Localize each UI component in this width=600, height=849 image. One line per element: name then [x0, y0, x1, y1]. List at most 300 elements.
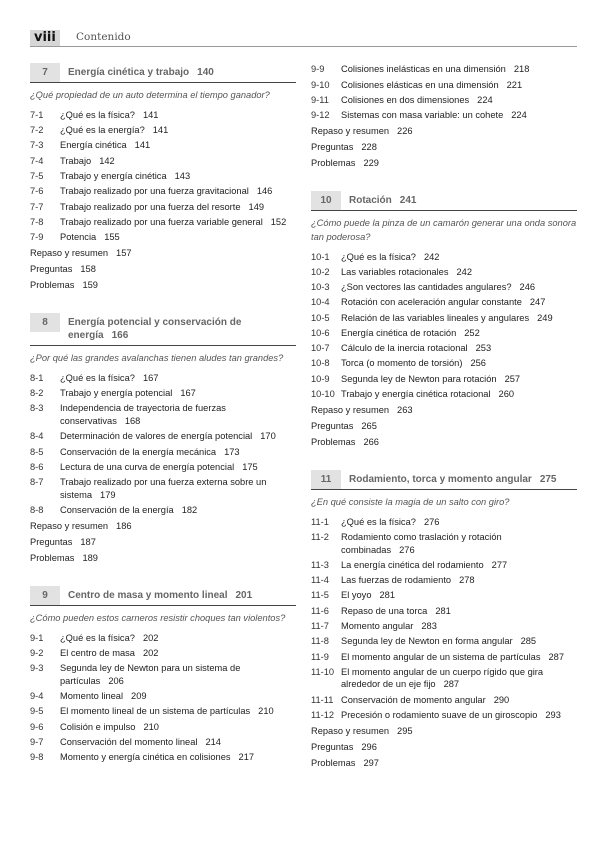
- section-page: 167: [180, 388, 196, 399]
- section-title: [341, 281, 577, 294]
- section-title-text: Segunda ley de Newton para rotación: [341, 373, 497, 384]
- section-title: [341, 651, 577, 664]
- section-number: 8-2: [30, 388, 44, 399]
- section-title-text: Conservación de la energía mecánica: [60, 446, 217, 457]
- toc-entry[interactable]: [311, 264, 577, 279]
- section-title-text: Precesión o rodamiento suave de un giroscopio: [341, 709, 538, 720]
- toc-extra-entry[interactable]: [311, 139, 577, 155]
- section-number: 10-5: [311, 312, 330, 323]
- section-number: 7-2: [30, 125, 44, 136]
- section-title: [341, 266, 577, 279]
- section-title: [341, 635, 577, 648]
- toc-entry[interactable]: [311, 514, 577, 529]
- section-page: 142: [99, 155, 115, 166]
- chapter-title: [68, 63, 296, 82]
- section-title-text: Segunda ley de Newton en forma angular: [341, 636, 513, 647]
- section-number: 9-10: [311, 79, 330, 90]
- chapter-heading[interactable]: [30, 586, 296, 606]
- section-title: [60, 109, 296, 122]
- section-title: [341, 79, 577, 92]
- section-number: 10-7: [311, 343, 330, 354]
- chapter-page: 241: [399, 195, 417, 207]
- extra-title: Problemas: [311, 757, 356, 768]
- toc-entry[interactable]: [30, 444, 296, 459]
- chapter-heading[interactable]: [30, 63, 296, 83]
- section-title: [341, 694, 577, 707]
- section-title: [60, 201, 296, 214]
- section-title: [60, 662, 296, 687]
- section-title: [60, 124, 296, 137]
- section-number: 10-6: [311, 327, 330, 338]
- chapter-question: ¿Cómo pueden estos carneros resistir choques tan violentos?: [30, 612, 286, 623]
- toc-entry[interactable]: [30, 138, 296, 153]
- section-title-text: Segunda ley de Newton para un sistema de partículas: [60, 663, 241, 686]
- section-title-text: Trabajo y energía potencial: [60, 388, 173, 399]
- chapter-question: ¿Por qué las grandes avalanchas tienen aludes tan grandes?: [30, 353, 284, 364]
- section-title-text: Conservación de momento angular: [341, 694, 486, 705]
- section-title: [60, 372, 296, 385]
- toc-entry[interactable]: [311, 62, 577, 77]
- section-page: 182: [181, 504, 198, 515]
- extra-page: 226: [397, 126, 413, 137]
- section-title: [341, 605, 577, 618]
- section-title: [60, 430, 296, 443]
- extra-page: 228: [361, 142, 377, 153]
- section-number: 11-8: [311, 636, 329, 647]
- extra-title: Preguntas: [311, 142, 354, 153]
- section-number: 10-3: [311, 282, 330, 293]
- toc-extra-entry[interactable]: [30, 245, 296, 261]
- toc-extra-entry[interactable]: [311, 123, 577, 139]
- toc-extra-entry[interactable]: [30, 518, 296, 534]
- extra-title: Repaso y resumen: [30, 248, 109, 259]
- section-number: 7-9: [30, 232, 44, 243]
- section-number: 8-8: [30, 504, 44, 515]
- section-number: 9-5: [30, 706, 44, 717]
- section-page: 290: [493, 694, 510, 705]
- page-folio: viii: [30, 30, 60, 46]
- toc-entry[interactable]: [311, 93, 577, 108]
- toc-entry[interactable]: [30, 661, 296, 689]
- section-number: 7-1: [30, 109, 44, 120]
- section-title-text: Conservación del momento lineal: [60, 736, 198, 747]
- section-title: [60, 446, 296, 459]
- section-number: 7-8: [30, 216, 44, 227]
- section-page: 281: [435, 605, 451, 616]
- toc-entry[interactable]: [30, 123, 296, 138]
- chapter-title-text: Centro de masa y momento lineal: [68, 589, 228, 601]
- toc-extra-entry[interactable]: [311, 402, 577, 418]
- chapter-question: ¿Qué propiedad de un auto determina el tiempo ganador?: [30, 90, 270, 100]
- section-title: [341, 373, 577, 386]
- toc-entry[interactable]: [311, 108, 577, 123]
- section-page: 287: [443, 679, 460, 690]
- section-title-text: ¿Qué es la física?: [341, 251, 416, 262]
- toc-extra-entry[interactable]: [30, 550, 296, 566]
- section-title-text: El momento angular de un cuerpo rígido que gira alrededor de un eje fijo: [341, 666, 544, 690]
- section-title: [60, 751, 296, 764]
- section-title-text: Trabajo realizado por una fuerza del resorte: [60, 201, 241, 212]
- section-number: 9-6: [30, 721, 44, 732]
- toc-entry[interactable]: [30, 630, 296, 645]
- section-page: 168: [124, 415, 141, 426]
- toc-entry[interactable]: [311, 708, 577, 723]
- section-title-text: Independencia de trayectoria de fuerzas conservativas: [60, 403, 226, 426]
- section-number: 10-2: [311, 266, 330, 277]
- section-title: [60, 736, 296, 749]
- chapter-title: [68, 313, 296, 345]
- section-number: 10-10: [311, 389, 335, 400]
- toc-entry[interactable]: [30, 169, 296, 184]
- toc-entry[interactable]: [311, 341, 577, 356]
- section-number: 11-3: [311, 559, 329, 570]
- toc-entry[interactable]: [311, 371, 577, 386]
- section-number: 10-1: [311, 251, 330, 262]
- section-number: 9-11: [311, 94, 329, 105]
- section-title-text: Sistemas con masa variable: un cohete: [341, 110, 504, 121]
- toc-entry[interactable]: [30, 734, 296, 749]
- extra-page: 159: [82, 280, 98, 291]
- section-title: [60, 170, 296, 183]
- section-title: [341, 312, 577, 325]
- toc-entry[interactable]: [311, 356, 577, 371]
- extra-title: Problemas: [30, 280, 75, 291]
- toc-extra-entry[interactable]: [30, 534, 296, 550]
- section-number: 11-11: [311, 694, 334, 705]
- chapter-block-9: [311, 62, 577, 171]
- section-title-text: Energía cinética: [60, 140, 127, 151]
- toc-entry[interactable]: [311, 387, 577, 402]
- section-title-text: Trabajo: [60, 155, 92, 166]
- extra-page: 295: [397, 725, 413, 736]
- section-title-text: ¿Qué es la física?: [60, 372, 135, 383]
- chapter-title-text: Energía potencial y conservación de energía: [68, 317, 242, 342]
- section-title: [60, 139, 296, 152]
- section-title-text: Lectura de una curva de energía potencial: [60, 461, 235, 472]
- section-title: [341, 342, 577, 355]
- toc-extra-entry[interactable]: [311, 418, 577, 434]
- toc-entry[interactable]: [311, 634, 577, 649]
- chapter-block-11: [311, 470, 577, 771]
- section-title-text: ¿Qué es la física?: [60, 109, 135, 120]
- section-title-text: Energía cinética de rotación: [341, 327, 457, 338]
- section-title-text: Momento angular: [341, 621, 414, 632]
- toc-entry[interactable]: [311, 649, 577, 664]
- section-page: 173: [224, 446, 240, 457]
- toc-entry[interactable]: [30, 719, 296, 734]
- section-title-text: ¿Qué es la energía?: [60, 125, 145, 136]
- section-title: [60, 721, 296, 734]
- toc-entry[interactable]: [30, 153, 296, 168]
- section-number: 11-4: [311, 575, 329, 586]
- toc-entry[interactable]: [311, 573, 577, 588]
- section-title: [60, 231, 296, 244]
- section-title: [341, 296, 577, 309]
- toc-entry[interactable]: [311, 558, 577, 573]
- toc-entry[interactable]: [30, 199, 296, 214]
- section-number: 9-4: [30, 691, 44, 702]
- section-title: [341, 589, 577, 602]
- section-page: 155: [104, 232, 120, 243]
- chapter-title: [349, 470, 577, 489]
- section-title-text: Cálculo de la inercia rotacional: [341, 343, 468, 354]
- section-page: 141: [152, 125, 169, 136]
- section-title-text: ¿Qué es la física?: [341, 516, 416, 527]
- section-number: 11-2: [311, 532, 329, 543]
- section-page: 167: [142, 372, 159, 383]
- toc-entry[interactable]: [30, 475, 296, 503]
- section-title: [341, 388, 577, 401]
- toc-entry[interactable]: [30, 214, 296, 229]
- toc-extra-entry[interactable]: [311, 755, 577, 771]
- extra-title: Problemas: [30, 552, 75, 563]
- toc-entry[interactable]: [311, 588, 577, 603]
- section-title: [341, 94, 577, 107]
- section-page: 224: [477, 94, 493, 105]
- section-title: [341, 666, 577, 691]
- section-page: 278: [459, 575, 475, 586]
- section-page: 281: [379, 590, 396, 601]
- section-page: 252: [464, 327, 480, 338]
- toc-entry[interactable]: [30, 704, 296, 719]
- section-page: 249: [537, 312, 553, 323]
- right-column: [311, 62, 577, 791]
- toc-entry[interactable]: [30, 184, 296, 199]
- chapter-question: ¿Cómo puede la pinza de un camarón generar una onda sonora tan poderosa?: [311, 218, 577, 242]
- section-page: 170: [260, 431, 276, 442]
- toc-entry[interactable]: [30, 429, 296, 444]
- section-title-text: Potencia: [60, 232, 97, 243]
- chapter-heading[interactable]: [311, 191, 577, 211]
- section-title-text: Trabajo y energía cinética rotacional: [341, 389, 491, 400]
- section-page: 141: [134, 140, 151, 151]
- section-title: [60, 705, 296, 718]
- extra-title: Repaso y resumen: [311, 404, 390, 415]
- section-page: 149: [248, 201, 265, 212]
- chapter-question: ¿En qué consiste la magia de un salto con giro?: [311, 496, 510, 507]
- section-number: 11-9: [311, 651, 329, 662]
- section-page: 210: [143, 721, 159, 732]
- section-title: [341, 574, 577, 587]
- extra-page: 265: [361, 420, 377, 431]
- section-title-text: Colisiones en dos dimensiones: [341, 94, 470, 105]
- section-title: [341, 327, 577, 340]
- section-number: 11-10: [311, 666, 335, 677]
- chapter-block-7: [30, 63, 296, 293]
- section-number: 11-12: [311, 709, 335, 720]
- chapter-page: 140: [197, 67, 214, 78]
- section-page: 242: [456, 266, 473, 277]
- section-title: [60, 632, 296, 645]
- toc-entry[interactable]: [311, 619, 577, 634]
- section-number: 11-7: [311, 621, 329, 632]
- extra-title: Repaso y resumen: [311, 126, 390, 137]
- section-page: 293: [545, 709, 561, 720]
- extra-title: Preguntas: [30, 264, 73, 275]
- section-title: [60, 402, 296, 427]
- toc-extra-entry[interactable]: [311, 723, 577, 739]
- extra-title: Repaso y resumen: [30, 520, 109, 531]
- section-page: 283: [421, 621, 437, 632]
- section-number: 10-4: [311, 297, 330, 308]
- toc-entry[interactable]: [30, 401, 296, 429]
- toc-extra-entry[interactable]: [311, 739, 577, 755]
- section-title-text: Momento y energía cinética en colisiones: [60, 752, 231, 763]
- section-number: 10-9: [311, 373, 330, 384]
- toc-extra-entry[interactable]: [30, 277, 296, 293]
- section-page: 256: [470, 358, 486, 369]
- toc-entry[interactable]: [30, 503, 296, 518]
- extra-title: Problemas: [311, 158, 356, 169]
- section-page: 214: [205, 736, 221, 747]
- section-number: 8-4: [30, 431, 44, 442]
- section-title: [341, 559, 577, 572]
- chapter-block-9: [30, 586, 296, 765]
- extra-title: Repaso y resumen: [311, 725, 390, 736]
- chapter-number: 11: [311, 470, 341, 489]
- section-title-text: Repaso de una torca: [341, 605, 428, 616]
- section-title-text: Torca (o momento de torsión): [341, 358, 463, 369]
- toc-entry[interactable]: [311, 280, 577, 295]
- toc-entry[interactable]: [30, 750, 296, 765]
- toc-entry[interactable]: [311, 249, 577, 264]
- section-page: 257: [504, 373, 521, 384]
- section-title-text: Conservación de la energía: [60, 504, 174, 515]
- section-title: [341, 251, 577, 264]
- toc-entry[interactable]: [311, 664, 577, 692]
- toc-extra-entry[interactable]: [30, 261, 296, 277]
- section-title-text: Rotación con aceleración angular constante: [341, 297, 522, 308]
- section-title: [60, 690, 296, 703]
- section-title: [341, 109, 577, 122]
- toc-entry[interactable]: [30, 108, 296, 123]
- section-page: 152: [270, 216, 287, 227]
- toc-entry[interactable]: [30, 459, 296, 474]
- toc-entry[interactable]: [311, 692, 577, 707]
- toc-entry[interactable]: [30, 646, 296, 661]
- section-number: 8-1: [30, 372, 44, 383]
- chapter-block-8: [30, 313, 296, 566]
- section-page: 246: [519, 282, 536, 293]
- section-title: [341, 63, 577, 76]
- section-title: [60, 504, 296, 517]
- section-page: 206: [108, 675, 124, 686]
- section-number: 8-5: [30, 446, 44, 457]
- section-title-text: Trabajo y energía cinética: [60, 171, 167, 182]
- section-number: 10-8: [311, 358, 330, 369]
- toc-entry[interactable]: [30, 386, 296, 401]
- extra-page: 187: [80, 536, 96, 547]
- section-page: 218: [513, 64, 530, 75]
- section-title-text: Trabajo realizado por una fuerza variable general: [60, 216, 263, 227]
- toc-entry[interactable]: [311, 603, 577, 618]
- section-title-text: Relación de las variables lineales y angulares: [341, 312, 530, 323]
- section-number: 9-12: [311, 110, 330, 121]
- running-title: Contenido: [76, 31, 131, 43]
- section-number: 9-3: [30, 663, 44, 674]
- toc-entry[interactable]: [30, 689, 296, 704]
- section-page: 247: [529, 297, 546, 308]
- left-column: [30, 63, 296, 785]
- section-title: [341, 709, 577, 722]
- chapter-page: 201: [235, 589, 253, 601]
- chapter-heading[interactable]: [30, 313, 296, 346]
- section-title: [341, 620, 577, 633]
- toc-entry[interactable]: [30, 371, 296, 386]
- chapter-title: [349, 191, 577, 210]
- section-number: 7-6: [30, 186, 44, 197]
- extra-page: 266: [363, 436, 379, 447]
- section-number: 9-1: [30, 632, 44, 643]
- section-title-text: Trabajo realizado por una fuerza gravitacional: [60, 186, 249, 197]
- section-title-text: Rodamiento como traslación y rotación combinadas: [341, 532, 502, 555]
- section-title: [60, 476, 296, 501]
- chapter-page: 166: [111, 330, 129, 342]
- running-header: [30, 30, 577, 47]
- section-title-text: Colisiones elásticas en una dimensión: [341, 79, 499, 90]
- section-title-text: Colisiones inelásticas en una dimensión: [341, 64, 506, 75]
- chapter-number: 9: [30, 586, 60, 605]
- extra-page: 158: [80, 264, 96, 275]
- chapter-number: 8: [30, 313, 60, 332]
- extra-page: 229: [363, 158, 379, 169]
- section-page: 253: [475, 343, 492, 354]
- section-page: 287: [548, 651, 564, 662]
- section-page: 224: [511, 110, 527, 121]
- section-page: 276: [399, 544, 415, 555]
- section-title-text: Las fuerzas de rodamiento: [341, 575, 452, 586]
- section-number: 8-3: [30, 403, 44, 414]
- chapter-heading[interactable]: [311, 470, 577, 490]
- section-page: 143: [174, 171, 191, 182]
- toc-entry[interactable]: [311, 295, 577, 310]
- toc-entry[interactable]: [30, 230, 296, 245]
- section-page: 209: [131, 691, 147, 702]
- toc-entry[interactable]: [311, 310, 577, 325]
- chapter-number: 10: [311, 191, 341, 210]
- toc-extra-entry[interactable]: [311, 155, 577, 171]
- extra-page: 157: [116, 248, 132, 259]
- section-page: 217: [238, 752, 255, 763]
- chapter-title: [68, 586, 296, 605]
- section-title-text: Trabajo realizado por una fuerza externa sobre un sistema: [60, 477, 267, 500]
- section-title-text: El yoyo: [341, 590, 372, 601]
- section-title: [60, 387, 296, 400]
- section-title: [60, 185, 296, 198]
- toc-extra-entry[interactable]: [311, 434, 577, 450]
- section-title: [341, 516, 577, 529]
- toc-entry[interactable]: [311, 530, 577, 558]
- toc-entry[interactable]: [311, 326, 577, 341]
- section-title-text: La energía cinética del rodamiento: [341, 559, 484, 570]
- section-number: 9-7: [30, 736, 44, 747]
- section-title-text: El centro de masa: [60, 647, 135, 658]
- section-page: 242: [423, 251, 440, 262]
- section-title-text: ¿Son vectores las cantidades angulares?: [341, 282, 512, 293]
- section-number: 8-7: [30, 477, 44, 488]
- section-page: 179: [100, 489, 116, 500]
- section-title-text: Colisión e impulso: [60, 721, 136, 732]
- extra-page: 297: [363, 757, 379, 768]
- toc-entry[interactable]: [311, 77, 577, 92]
- section-page: 276: [423, 516, 440, 527]
- section-title-text: El momento lineal de un sistema de partículas: [60, 706, 251, 717]
- extra-page: 186: [116, 520, 132, 531]
- section-title-text: ¿Qué es la física?: [60, 632, 135, 643]
- section-page: 221: [506, 79, 523, 90]
- chapter-title-text: Rodamiento, torca y momento angular: [349, 473, 532, 485]
- section-page: 175: [242, 461, 258, 472]
